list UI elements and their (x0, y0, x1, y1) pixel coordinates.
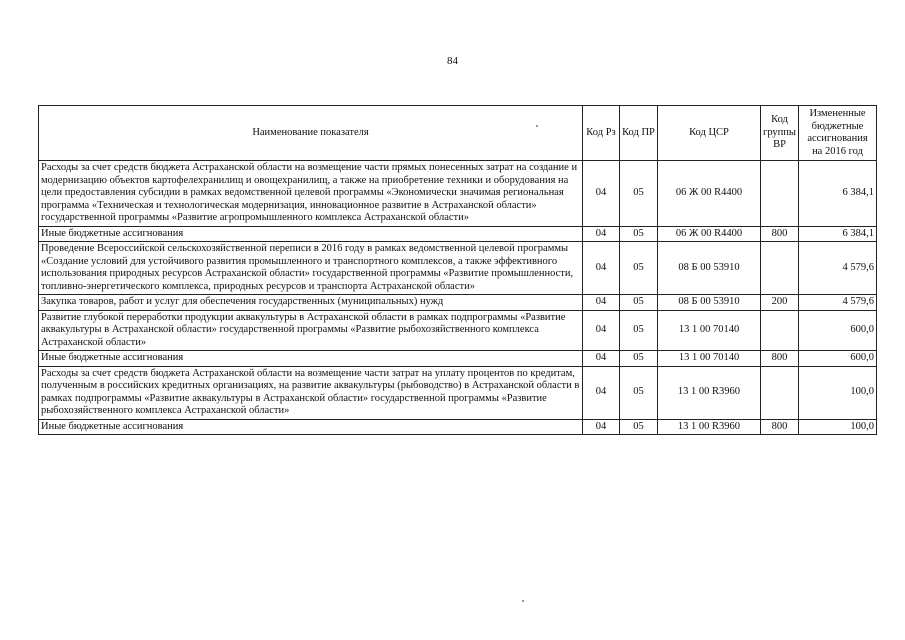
cell-name: Закупка товаров, работ и услуг для обеспечения государственных (муниципальных) нужд (39, 295, 583, 311)
cell-vr: 800 (761, 419, 799, 435)
cell-rz: 04 (583, 242, 620, 295)
cell-rz: 04 (583, 295, 620, 311)
cell-rz: 04 (583, 310, 620, 351)
cell-pr: 05 (620, 351, 658, 367)
cell-csr: 08 Б 00 53910 (658, 242, 761, 295)
cell-pr: 05 (620, 295, 658, 311)
cell-vr (761, 366, 799, 419)
table-row (39, 242, 877, 295)
cell-pr: 05 (620, 226, 658, 242)
table-row (39, 310, 877, 351)
header-rz: Код Рз (583, 106, 620, 161)
header-csr: Код ЦСР (658, 106, 761, 161)
cell-csr: 13 1 00 70140 (658, 351, 761, 367)
cell-pr: 05 (620, 161, 658, 227)
cell-csr: 13 1 00 70140 (658, 310, 761, 351)
cell-name: Иные бюджетные ассигнования (39, 226, 583, 242)
cell-vr (761, 161, 799, 227)
cell-name: Расходы за счет средств бюджета Астраханской области на возмещение части прямых понесенных затрат на создание и модернизацию объектов картофелехранилищ и овощехранилищ, а также на приобретение техники и оборудования на цели предоставления субсидии в рамках ведомственной целевой программы «Экономически значимая региональная программа «Техническая и технологическая модернизация, инновационное развитие в Астраханской области» государственной программы «Развитие агропромышленного комплекса Астраханской области» (39, 161, 583, 227)
cell-amount: 4 579,6 (799, 295, 877, 311)
cell-vr (761, 242, 799, 295)
cell-csr: 06 Ж 00 R4400 (658, 161, 761, 227)
table-row (39, 295, 877, 311)
cell-vr: 200 (761, 295, 799, 311)
cell-csr: 13 1 00 R3960 (658, 366, 761, 419)
page-number: 84 (447, 55, 458, 67)
cell-pr: 05 (620, 242, 658, 295)
cell-vr: 800 (761, 351, 799, 367)
cell-rz: 04 (583, 226, 620, 242)
cell-rz: 04 (583, 366, 620, 419)
cell-amount: 6 384,1 (799, 226, 877, 242)
cell-amount: 100,0 (799, 419, 877, 435)
cell-csr: 06 Ж 00 R4400 (658, 226, 761, 242)
cell-amount: 4 579,6 (799, 242, 877, 295)
cell-rz: 04 (583, 419, 620, 435)
cell-vr (761, 310, 799, 351)
cell-pr: 05 (620, 419, 658, 435)
table-row (39, 419, 877, 435)
cell-rz: 04 (583, 161, 620, 227)
cell-name: Развитие глубокой переработки продукции аквакультуры в Астраханской области в рамках подпрограммы «Развитие аквакультуры в Астраханской области» государственной программы «Развитие рыбохозяйственного комплекса Астраханской области» (39, 310, 583, 351)
cell-pr: 05 (620, 310, 658, 351)
cell-csr: 08 Б 00 53910 (658, 295, 761, 311)
cell-pr: 05 (620, 366, 658, 419)
cell-rz: 04 (583, 351, 620, 367)
cell-name: Иные бюджетные ассигнования (39, 351, 583, 367)
table-row (39, 161, 877, 227)
cell-amount: 100,0 (799, 366, 877, 419)
cell-name: Иные бюджетные ассигнования (39, 419, 583, 435)
cell-vr: 800 (761, 226, 799, 242)
cell-amount: 6 384,1 (799, 161, 877, 227)
table-header-row (39, 106, 877, 161)
cell-name: Проведение Всероссийской сельскохозяйственной переписи в 2016 году в рамках ведомственной целевой программы «Создание условий для устойчивого развития промышленного и транспортного комплексов, а также эффективного использования природных ресурсов Астраханской области» государственной программы «Развитие промышленности, топливно-энергетического комплекса, природных ресурсов и транспорта Астраханской области» (39, 242, 583, 295)
scan-speck (522, 600, 524, 602)
table-row (39, 226, 877, 242)
cell-amount: 600,0 (799, 351, 877, 367)
cell-amount: 600,0 (799, 310, 877, 351)
table-row (39, 366, 877, 419)
budget-table (38, 105, 877, 435)
scan-speck (536, 125, 538, 127)
table-row (39, 351, 877, 367)
header-vr: Код группы ВР (761, 106, 799, 161)
header-amount: Измененные бюджетные ассигнования на 2016 год (799, 106, 877, 161)
header-name: Наименование показателя (39, 106, 583, 161)
header-pr: Код ПР (620, 106, 658, 161)
cell-name: Расходы за счет средств бюджета Астраханской области на возмещение части затрат на уплату процентов по кредитам, полученным в российских кредитных организациях, на развитие аквакультуры (рыбоводство) в Астраханской области в рамках подпрограммы «Развитие аквакультуры в Астраханской области» государственной программы «Развитие рыбохозяйственного комплекса Астраханской области» (39, 366, 583, 419)
cell-csr: 13 1 00 R3960 (658, 419, 761, 435)
